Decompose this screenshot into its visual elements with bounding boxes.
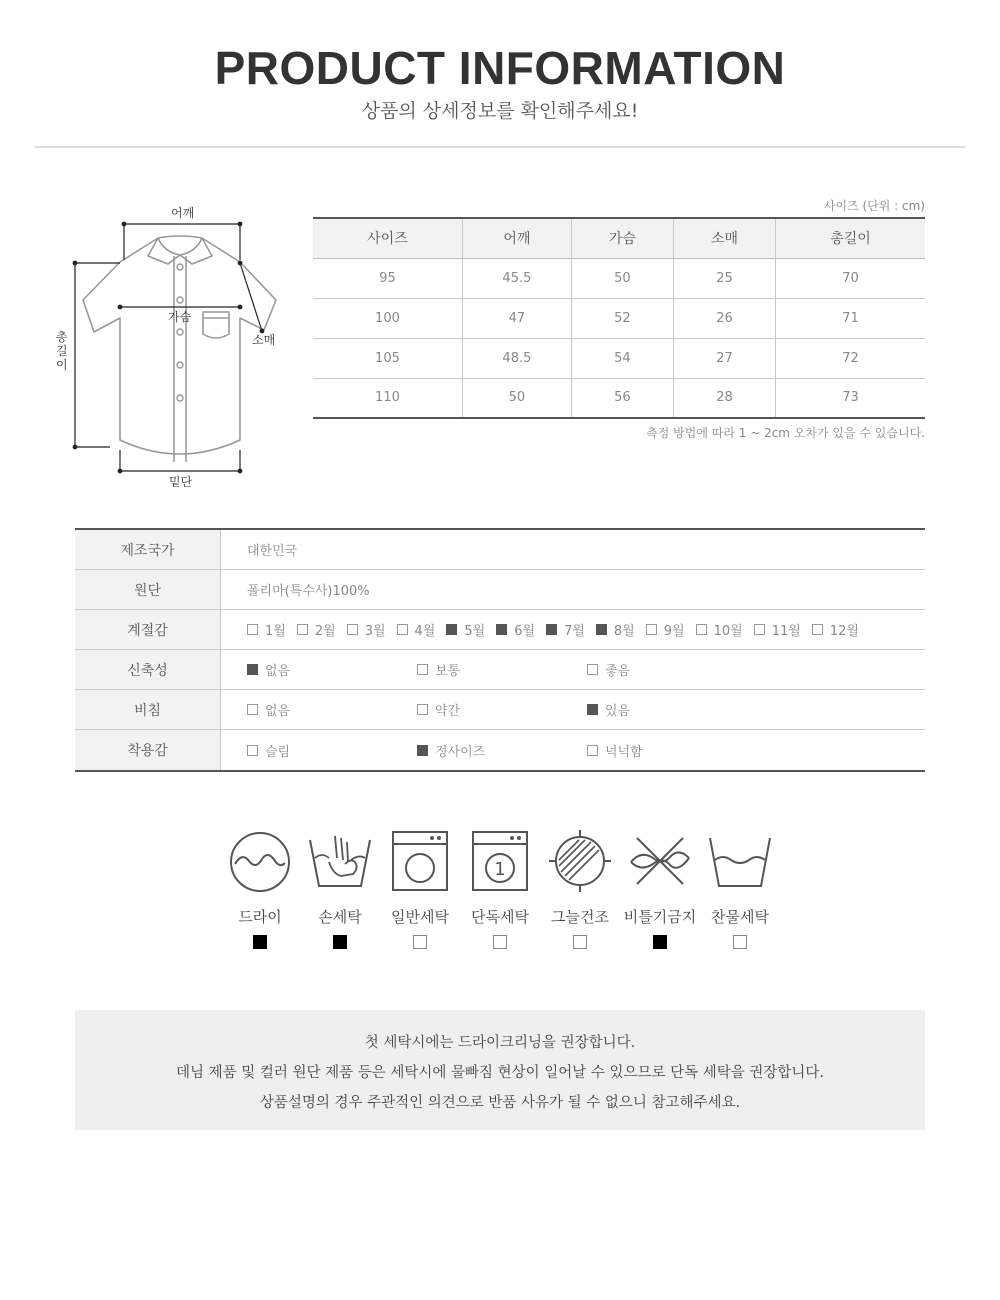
care-label: 비틀기금지 (623, 908, 697, 926)
care-checkbox (733, 935, 747, 949)
table-cell: 47 (462, 298, 571, 338)
option (417, 730, 485, 770)
option-label: 7월 (564, 624, 585, 639)
option-label: 5월 (464, 624, 486, 639)
table-row (313, 298, 925, 338)
table-cell: 54 (571, 338, 673, 378)
care-label: 찬물세탁 (711, 908, 769, 926)
page-subtitle: 상품의 상세정보를 확인해주세요! (361, 100, 639, 122)
table-cell: 105 (313, 338, 462, 378)
season-option (646, 620, 685, 639)
header (0, 40, 1000, 124)
sheer-options (221, 690, 925, 729)
table-cell: 28 (673, 378, 775, 418)
care-item-cold-wash (700, 828, 780, 949)
option-label: 11월 (771, 624, 801, 639)
option-label: 없음 (265, 704, 291, 719)
option-label: 12월 (829, 624, 859, 639)
notice-line: 상품설명의 경우 주관적인 의견으로 반품 사유가 될 수 없으니 참고해주세요. (259, 1095, 741, 1111)
table-row (313, 378, 925, 418)
care-instructions (220, 828, 780, 949)
sleeve-label: 소매 (252, 333, 276, 347)
option-label: 10월 (713, 624, 743, 639)
table-cell: 72 (776, 338, 925, 378)
option (417, 650, 460, 689)
care-label: 그늘건조 (551, 908, 609, 926)
shade-dry-icon (547, 828, 613, 894)
table-cell: 48.5 (462, 338, 571, 378)
info-row-season (75, 610, 925, 650)
care-item-handwash (300, 828, 380, 949)
season-options (221, 610, 925, 649)
hem-label: 밑단 (169, 475, 193, 489)
do-not-wring-icon (627, 828, 693, 894)
care-checkbox (413, 935, 427, 949)
column-header: 총길이 (776, 218, 925, 258)
season-option (696, 620, 743, 639)
notice-line: 첫 세탁시에는 드라이크리닝을 권장합니다. (364, 1035, 636, 1051)
season-option (596, 620, 635, 639)
page-title: PRODUCT INFORMATION (214, 42, 786, 94)
table-cell: 52 (571, 298, 673, 338)
care-checkbox (253, 935, 267, 949)
checkbox-icon (546, 624, 557, 635)
checkbox-icon (247, 624, 258, 635)
care-checkbox (573, 935, 587, 949)
care-checkbox (493, 935, 507, 949)
info-row-fabric (75, 570, 925, 610)
option-label: 보통 (435, 664, 461, 679)
checkbox-icon (646, 624, 657, 635)
care-label: 일반세탁 (391, 908, 449, 926)
table-cell: 70 (776, 258, 925, 298)
season-option (297, 620, 336, 639)
column-header: 소매 (673, 218, 775, 258)
table-cell: 56 (571, 378, 673, 418)
care-label: 손세탁 (318, 908, 362, 926)
option-label: 넉넉함 (605, 744, 643, 760)
option-label: 4월 (414, 624, 436, 639)
season-option (496, 620, 535, 639)
option-label: 9월 (663, 624, 685, 639)
cold-wash-icon (707, 828, 773, 894)
notice-box (75, 1010, 925, 1130)
checkbox-icon (496, 624, 507, 635)
info-label: 제조국가 (75, 530, 221, 569)
checkbox-icon (417, 745, 428, 756)
checkbox-icon (812, 624, 823, 635)
table-cell: 45.5 (462, 258, 571, 298)
season-option (812, 620, 859, 639)
info-label: 계절감 (75, 610, 221, 649)
checkbox-icon (397, 624, 408, 635)
care-item-dry (220, 828, 300, 949)
table-cell: 25 (673, 258, 775, 298)
season-option (546, 620, 585, 639)
table-cell: 50 (571, 258, 673, 298)
table-row (313, 258, 925, 298)
checkbox-icon (754, 624, 765, 635)
info-value: 폴리마(특수사)100% (247, 584, 370, 599)
table-cell: 27 (673, 338, 775, 378)
checkbox-icon (587, 745, 598, 756)
column-header: 사이즈 (313, 218, 462, 258)
option (587, 690, 630, 729)
checkbox-icon (587, 664, 598, 675)
size-table-header (313, 218, 925, 258)
shirt-illustration (50, 200, 290, 500)
option (247, 690, 290, 729)
info-row-fit (75, 730, 925, 770)
option (417, 690, 460, 729)
hand-wash-icon (307, 828, 373, 894)
stretch-options (221, 650, 925, 689)
care-item-machine (380, 828, 460, 949)
checkbox-icon (247, 664, 258, 675)
table-cell: 73 (776, 378, 925, 418)
checkbox-icon (247, 745, 258, 756)
dry-clean-icon (227, 828, 293, 894)
option-label: 8월 (613, 624, 635, 639)
option-label: 약간 (435, 704, 461, 719)
header-divider (35, 146, 965, 148)
size-unit-note: 사이즈 (단위 : cm) (823, 199, 925, 213)
option-label: 정사이즈 (435, 744, 486, 760)
care-label: 드라이 (238, 908, 282, 926)
checkbox-icon (247, 704, 258, 715)
column-header: 어깨 (462, 218, 571, 258)
season-option (754, 620, 801, 639)
checkbox-icon (587, 704, 598, 715)
option (587, 650, 630, 689)
table-cell: 95 (313, 258, 462, 298)
chest-label: 가슴 (168, 310, 192, 324)
info-row-country (75, 530, 925, 570)
length-label: 총길이 (56, 330, 68, 372)
size-table (313, 217, 925, 419)
option-label: 있음 (605, 704, 631, 719)
table-cell: 110 (375, 390, 400, 406)
checkbox-icon (446, 624, 457, 635)
machine-wash-icon (387, 828, 453, 894)
care-item-shade-dry (540, 828, 620, 949)
column-header: 가슴 (571, 218, 673, 258)
care-item-no-wring (620, 828, 700, 949)
measurement-note: 측정 방법에 따라 1 ~ 2cm 오차가 있을 수 있습니다. (646, 426, 925, 440)
checkbox-icon (596, 624, 607, 635)
wash-separately-icon (467, 828, 533, 894)
info-row-sheer (75, 690, 925, 730)
checkbox-icon (347, 624, 358, 635)
option-label: 6월 (514, 624, 536, 639)
option-label: 좋음 (605, 664, 631, 679)
option (247, 650, 290, 689)
info-label: 신축성 (75, 650, 221, 689)
fit-options (221, 730, 925, 770)
season-option (446, 620, 485, 639)
season-option (347, 620, 386, 639)
table-cell: 50 (462, 378, 571, 418)
option-label: 슬림 (265, 744, 291, 760)
svg-text:1: 1 (494, 859, 506, 880)
care-checkbox (333, 935, 347, 949)
care-label: 단독세탁 (471, 908, 529, 926)
shirt-diagram (50, 200, 290, 500)
checkbox-icon (297, 624, 308, 635)
notice-line: 데님 제품 및 컬러 원단 제품 등은 세탁시에 물빠짐 현상이 일어날 수 있으므로 단독 세탁을 권장합니다. (175, 1065, 825, 1081)
info-row-stretch (75, 650, 925, 690)
table-cell: 26 (673, 298, 775, 338)
option-label: 3월 (364, 624, 386, 639)
checkbox-icon (417, 664, 428, 675)
option (247, 730, 290, 770)
table-cell: 100 (313, 298, 462, 338)
care-checkbox (653, 935, 667, 949)
season-option (397, 620, 436, 639)
shoulder-label: 어깨 (171, 206, 195, 220)
checkbox-icon (696, 624, 707, 635)
info-label: 원단 (75, 570, 221, 609)
option-label: 2월 (314, 624, 336, 639)
product-info-table (75, 528, 925, 772)
option-label: 없음 (265, 664, 291, 679)
checkbox-icon (417, 704, 428, 715)
info-label: 비침 (75, 690, 221, 729)
option-label: 1월 (265, 624, 286, 639)
table-cell: 71 (776, 298, 925, 338)
season-option (247, 620, 286, 639)
info-label: 착용감 (75, 730, 221, 770)
table-row (313, 338, 925, 378)
option (587, 730, 643, 770)
care-item-separate (460, 828, 540, 949)
info-value: 대한민국 (247, 544, 298, 559)
